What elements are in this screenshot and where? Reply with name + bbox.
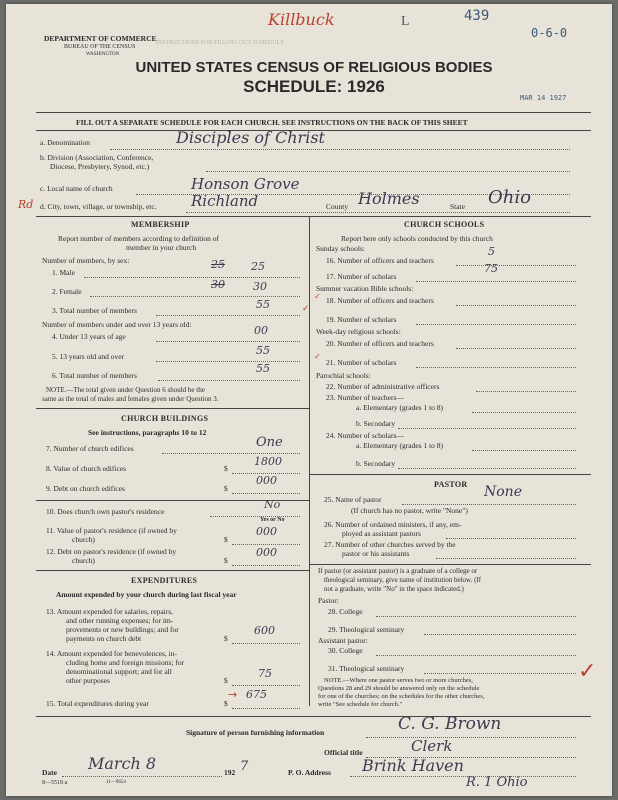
q9-dollar: $ <box>224 484 228 493</box>
q15-label: 15. Total expenditures during year <box>46 699 149 708</box>
q4-value: 00 <box>254 324 268 337</box>
q8-label: 8. Value of church edifices <box>46 464 127 473</box>
asst-pastor-head: Assistant pastor: <box>318 636 368 645</box>
expenditures-title: EXPENDITURES <box>131 576 198 585</box>
membership-intro-1: Report number of members according to definition of <box>58 234 219 243</box>
q13-dollar: $ <box>224 634 228 643</box>
schools-title: CHURCH SCHOOLS <box>404 220 485 229</box>
q28-label: 28. College <box>328 607 363 616</box>
q25-label: 25. Name of pastor <box>324 495 382 504</box>
q12-dollar: $ <box>224 556 228 565</box>
q12-label-2: church) <box>72 556 95 565</box>
membership-note-2: same as the total of males and females given under Question 3. <box>42 395 219 403</box>
q10-value: No <box>264 498 281 511</box>
q11-label-1: 11. Value of pastor's residence (if owned by <box>46 526 177 535</box>
q22-label: 22. Number of administrative officers <box>326 382 440 391</box>
age-head-label: Number of members under and over 13 years old: <box>42 320 192 329</box>
q13-label-3: provements or new buildings; and for <box>66 625 179 634</box>
county-value: Holmes <box>358 189 420 208</box>
q25-value: None <box>484 484 522 500</box>
buildings-title: CHURCH BUILDINGS <box>121 414 209 423</box>
pastor-note-3: for one of the churches; on the schedules for the other churches, <box>318 693 485 700</box>
signature-value: C. G. Brown <box>398 714 502 734</box>
parochial-schools-label: Parochial schools: <box>316 371 371 380</box>
expenditures-sub: Amount expended by your church during last fiscal year <box>56 590 237 599</box>
check-mark-3: ✓ <box>314 352 321 361</box>
column-divider <box>309 216 310 706</box>
q14-value: 75 <box>258 667 272 680</box>
q26-label-2: ployed as assistant pastors <box>342 529 421 538</box>
stamp-number: 439 <box>464 8 490 24</box>
arrow-mark: → <box>228 688 238 701</box>
q2-value: 30 <box>253 280 267 293</box>
po-address-line-2: R. 1 Ohio <box>466 775 528 790</box>
stamp-mark: L <box>401 14 410 29</box>
form-code: 11—9654 <box>106 780 126 785</box>
q27-label-2: pastor or his assistants <box>342 549 410 558</box>
date-value: March 8 <box>88 754 157 773</box>
q11-value: 000 <box>256 525 277 538</box>
q7-label: 7. Number of church edifices <box>46 444 134 453</box>
q11-dollar: $ <box>224 535 228 544</box>
county-label: County <box>326 202 349 211</box>
q23b-label: b. Secondary <box>356 419 396 428</box>
q9-value: 000 <box>256 474 277 487</box>
schedule-year: SCHEDULE: 1926 <box>243 77 385 96</box>
q14-label-1: 14. Amount expended for benevolences, in- <box>46 649 178 658</box>
year-value: 7 <box>240 759 249 774</box>
bureau-name: BUREAU OF THE CENSUS <box>64 44 136 50</box>
q19-label: 19. Number of scholars <box>326 315 397 324</box>
rd-annotation: Rd <box>18 198 34 211</box>
census-schedule-sheet <box>6 4 612 796</box>
q11-label-2: church) <box>72 535 95 544</box>
form-title: UNITED STATES CENSUS OF RELIGIOUS BODIES <box>135 59 493 76</box>
year-prefix: 192 <box>224 768 236 777</box>
q12-value: 000 <box>256 546 277 559</box>
q15-dollar: $ <box>224 699 228 708</box>
faint-top-text: INSTRUCTIONS FOR FILLING OUT SCHEDULE <box>156 40 284 46</box>
q6-label: 6. Total number of members <box>52 371 137 380</box>
q10-label: 10. Does church own pastor's residence <box>46 507 165 516</box>
q16-value: 5 <box>488 245 495 258</box>
header-rule <box>36 112 591 113</box>
q8-dollar: $ <box>224 464 228 473</box>
q2-struck-value: 30 <box>211 278 225 291</box>
instruction-line: FILL OUT A SEPARATE SCHEDULE FOR EACH CHURCH. SEE INSTRUCTIONS ON THE BACK OF THIS SHEET <box>76 118 468 127</box>
q31-label: 31. Theological seminary <box>328 664 405 673</box>
membership-note-1: NOTE.—The total given under Question 6 should be the <box>46 386 205 394</box>
check-mark-2: ✓ <box>314 292 321 301</box>
q27-label-1: 27. Number of other churches served by the <box>324 540 456 549</box>
pastor-note-2: Questions 28 and 29 should be answered only on the schedule <box>318 685 480 692</box>
pastor-head: Pastor: <box>318 596 339 605</box>
q6-value: 55 <box>256 362 270 375</box>
q9-label: 9. Debt on church edifices <box>46 484 125 493</box>
q17-label: 17. Number of scholars <box>326 272 397 281</box>
large-check-mark: ✓ <box>578 659 597 684</box>
denomination-value: Disciples of Christ <box>176 128 325 147</box>
q3-label: 3. Total number of members <box>52 306 137 315</box>
q21-label: 21. Number of scholars <box>326 358 397 367</box>
q1-struck-value: 25 <box>211 258 225 271</box>
q24-label: 24. Number of scholars— <box>326 431 404 440</box>
q23-label: 23. Number of teachers— <box>326 393 404 402</box>
q12-label-1: 12. Debt on pastor's residence (if owned by <box>46 547 177 556</box>
po-address-label: P. O. Address <box>288 768 331 777</box>
q1-label: 1. Male <box>52 268 75 277</box>
local-name-label: c. Local name of church <box>40 184 113 193</box>
q18-label: 18. Number of officers and teachers <box>326 296 434 305</box>
date-stamp: MAR 14 1927 <box>520 94 567 102</box>
state-value: Ohio <box>488 187 531 208</box>
state-label: State <box>450 202 465 211</box>
check-mark: ✓ <box>302 304 310 314</box>
q24b-label: b. Secondary <box>356 459 396 468</box>
schools-intro: Report here only schools conducted by this church <box>341 234 493 243</box>
q5-label: 5. 13 years old and over <box>52 352 125 361</box>
city-label: d. City, town, village, or township, etc. <box>40 202 157 211</box>
membership-title: MEMBERSHIP <box>131 220 190 229</box>
summer-schools-label: Summer vacation Bible schools: <box>316 284 414 293</box>
q1-value: 25 <box>251 260 265 273</box>
po-address-value: Brink Haven <box>362 756 464 775</box>
dept-name: DEPARTMENT OF COMMERCE <box>44 34 157 43</box>
grad-note-1: If pastor (or assistant pastor) is a graduate of a college or <box>318 567 478 575</box>
official-title-value: Clerk <box>411 737 453 755</box>
q3-value: 55 <box>256 298 270 311</box>
city-value: Richland <box>191 192 259 210</box>
q25-sub: (If church has no pastor, write "None") <box>351 506 468 515</box>
grad-note-2: theological seminary, give name of institution below. (If <box>324 576 482 584</box>
date-label: Date <box>42 768 57 777</box>
q30-label: 30. College <box>328 646 363 655</box>
q7-value: One <box>256 435 283 450</box>
denomination-label: a. Denomination <box>40 138 90 147</box>
buildings-sub: See instructions, paragraphs 10 to 12 <box>88 428 207 437</box>
q15-value: 675 <box>246 688 267 701</box>
handwritten-town: Killbuck <box>268 10 335 29</box>
membership-intro-2: member in your church <box>126 243 197 252</box>
stamp-code: 0-6-0 <box>531 26 568 40</box>
q4-label: 4. Under 13 years of age <box>52 332 126 341</box>
official-title-label: Official title <box>324 748 363 757</box>
form-number: 8—5518 a <box>42 780 68 786</box>
q17-value: 75 <box>484 262 498 275</box>
q20-label: 20. Number of officers and teachers <box>326 339 434 348</box>
weekday-schools-label: Week-day religious schools: <box>316 327 401 336</box>
sunday-schools-label: Sunday schools: <box>316 244 365 253</box>
q14-label-2: cluding home and foreign missions; for <box>66 658 185 667</box>
q13-label-4: payments on church debt <box>66 634 142 643</box>
by-sex-label: Number of members, by sex: <box>42 256 130 265</box>
grad-note-3: not a graduate, write "No" in the space indicated.) <box>324 585 464 593</box>
q26-label-1: 26. Number of ordained ministers, if any, em- <box>324 520 462 529</box>
q23a-label: a. Elementary (grades 1 to 8) <box>356 403 444 412</box>
q13-value: 600 <box>254 624 275 637</box>
q5-value: 55 <box>256 344 270 357</box>
q29-label: 29. Theological seminary <box>328 625 405 634</box>
pastor-title: PASTOR <box>434 480 468 489</box>
q13-label-1: 13. Amount expended for salaries, repairs, <box>46 607 174 616</box>
pastor-note-1: NOTE.—Where one pastor serves two or more churches, <box>324 677 473 684</box>
q14-label-3: denominational support; and for all <box>66 667 172 676</box>
yes-no-hint: Yes or No <box>260 517 285 523</box>
q14-dollar: $ <box>224 676 228 685</box>
pastor-note-4: write "See schedule for church." <box>318 701 403 708</box>
q14-label-4: other purposes <box>66 676 110 685</box>
local-name-value: Honson Grove <box>191 175 300 193</box>
division-label-2: Diocese, Presbytery, Synod, etc.) <box>50 162 150 171</box>
city-name: WASHINGTON <box>86 52 120 57</box>
q16-label: 16. Number of officers and teachers <box>326 256 434 265</box>
signature-label: Signature of person furnishing information <box>186 728 325 737</box>
q13-label-2: and other running expenses; for im- <box>66 616 174 625</box>
q24a-label: a. Elementary (grades 1 to 8) <box>356 441 444 450</box>
q8-value: 1800 <box>254 455 282 468</box>
division-label-1: b. Division (Association, Conference, <box>40 153 154 162</box>
q2-label: 2. Female <box>52 287 82 296</box>
